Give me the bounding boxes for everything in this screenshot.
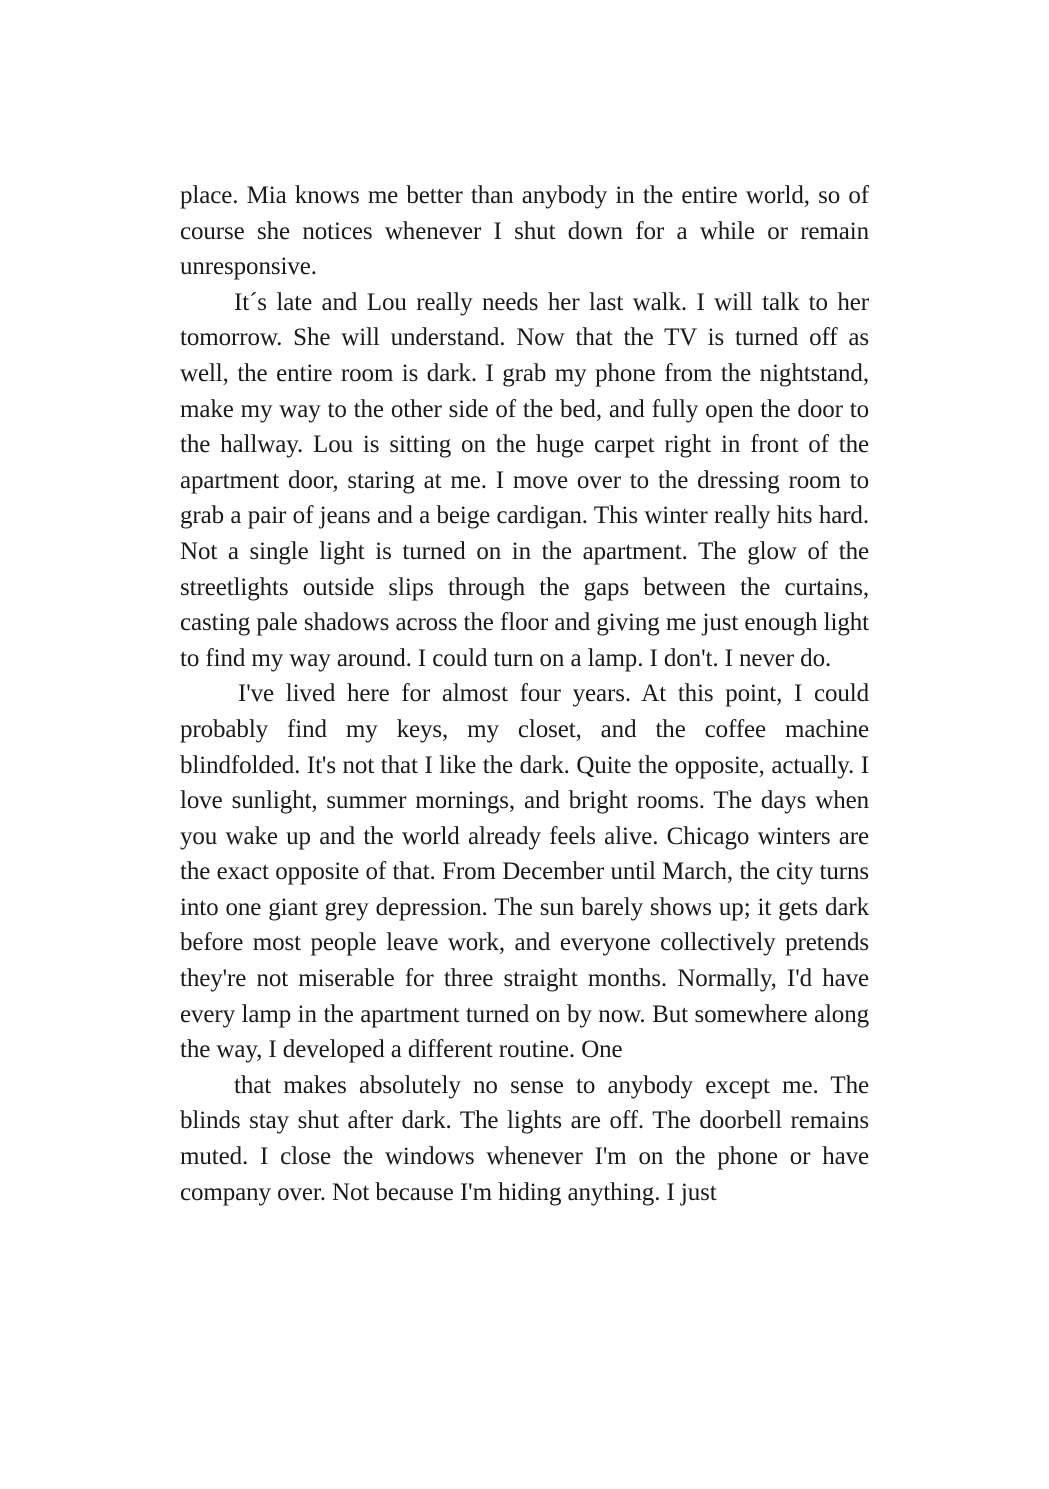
paragraph-4: that makes absolutely no sense to anybody except me. The blinds stay shut after dark. The lights are off. The doorbell remains muted. I close the windows whenever I'm on the phone or have company over. Not because I'm hiding anything. I just: [180, 1071, 869, 1206]
paragraph-1: place. Mia knows me better than anybody in the entire world, so of course she notices whenever I shut down for a while or remain unresponsive.: [180, 182, 869, 281]
paragraph-2: It´s late and Lou really needs her last walk. I will talk to her tomorrow. She will understand. Now that the TV is turned off as well, the entire room is dark. I grab my phone from the nightstand, make my way to the other side of the bed, and fully open the door to the hallway. Lou is sitting on the huge carpet right in front of the apartment door, staring at me. I move over to the dressing room to grab a pair of jeans and a beige cardigan. This winter really hits hard. Not a single light is turned on in the apartment. The glow of the streetlights outside slips through the gaps between the curtains, casting pale shadows across the floor and giving me just enough light to find my way around. I could turn on a lamp. I don't. I never do.: [180, 288, 869, 672]
page-body: [180, 178, 869, 1210]
paragraph-3: I've lived here for almost four years. At this point, I could probably find my keys, my closet, and the coffee machine blindfolded. It's not that I like the dark. Quite the opposite, actually. I love sunlight, summer mornings, and bright rooms. The days when you wake up and the world already feels alive. Chicago winters are the exact opposite of that. From December until March, the city turns into one giant grey depression. The sun barely shows up; it gets dark before most people leave work, and everyone collectively pretends they're not miserable for three straight months. Normally, I'd have every lamp in the apartment turned on by now. But somewhere along the way, I developed a different routine. One: [180, 680, 869, 1064]
